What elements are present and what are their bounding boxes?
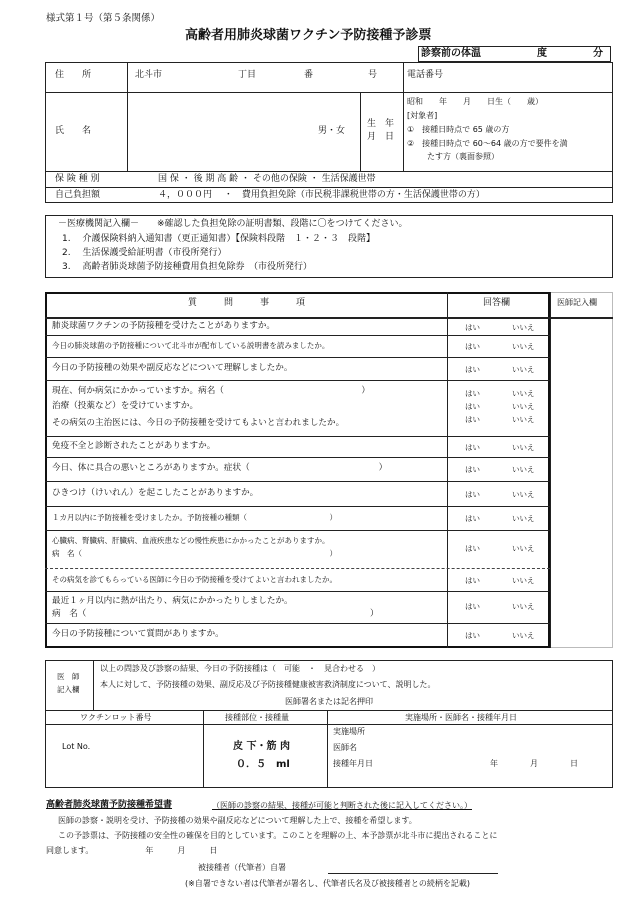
answer-yes-8[interactable]: はい <box>465 514 480 523</box>
sex-select[interactable]: 男・女 <box>318 126 346 136</box>
doctor-explanation: 本人に対して、予防接種の効果、副反応及び予防接種健康被害救済制度について、説明した。 <box>100 680 436 689</box>
question-header: 質 問 事 項 <box>188 298 306 308</box>
answer-no-2[interactable]: いいえ <box>512 342 535 351</box>
consent-note: （医師の診察の結果、接種が可能と判断された後に記入してください。） <box>212 801 472 810</box>
answer-yes-11[interactable]: はい <box>465 602 480 611</box>
question-4c: その病気の主治医には、今日の予防接種を受けてもよいと言われましたか。 <box>52 418 345 428</box>
address-chome: 丁目 <box>238 70 257 80</box>
address-go: 号 <box>368 70 378 80</box>
form-number: 様式第１号（第５条関係） <box>46 13 161 24</box>
question-7: ひきつけ（けいれん）を起こしたことがありますか。 <box>52 488 259 498</box>
signer-label: 被接種者（代筆者）自署 <box>198 863 286 872</box>
answer-yes-3[interactable]: はい <box>465 365 480 374</box>
answer-no-10[interactable]: いいえ <box>512 576 535 585</box>
address-field[interactable] <box>130 64 400 90</box>
medical-item-2[interactable]: 2. 生活保護受給証明書（市役所発行） <box>62 248 227 258</box>
vaccination-date-field[interactable]: 年 月 日 <box>490 759 578 768</box>
name-field[interactable] <box>130 95 310 169</box>
consent-date[interactable]: 同意します。 年 月 日 <box>46 846 218 855</box>
question-11a: 最近１ヶ月以内に熱が出たり、病気にかかったりしましたか。 <box>52 596 293 606</box>
answer-no-4a[interactable]: いいえ <box>512 389 535 398</box>
injection-site[interactable]: 皮 下・筋 肉 <box>233 741 290 752</box>
temperature-degree: 度 <box>537 48 547 59</box>
lot-number-field[interactable]: Lot No. <box>62 742 91 751</box>
place-field[interactable]: 実施場所 <box>333 727 365 736</box>
doctor-label-bottom: 記入欄 <box>57 685 80 694</box>
place-column-header: 実施場所・医師名・接種年月日 <box>405 713 517 722</box>
medical-item-1[interactable]: 1. 介護保険料納入通知書（更正通知書）【保険料段階 １・２・３ 段階】 <box>62 234 375 244</box>
temperature-label: 診察前の体温 <box>421 48 481 59</box>
answer-yes-6[interactable]: はい <box>465 465 480 474</box>
answer-no-9[interactable]: いいえ <box>512 544 535 553</box>
signature-footnote: (※自署できない者は代筆者が署名し、代筆者氏名及び被接種者との続柄を記載) <box>185 879 470 888</box>
phone-field[interactable] <box>455 64 610 90</box>
doctor-judgement[interactable]: 以上の問診及び診察の結果、今日の予防接種は（ 可能 ・ 見合わせる ） <box>100 664 380 673</box>
answer-no-1[interactable]: いいえ <box>512 323 535 332</box>
question-2: 今日の肺炎球菌の予防接種について北斗市が配布している説明書を読みましたか。 <box>52 341 330 350</box>
page-title: 高齢者用肺炎球菌ワクチン予防接種予診票 <box>185 28 432 43</box>
address-label: 住 所 <box>55 70 92 80</box>
birth-label-top: 生 年 <box>367 119 395 129</box>
fee-label: 自己負担額 <box>55 190 101 200</box>
answer-no-4b[interactable]: いいえ <box>512 402 535 411</box>
site-column-header: 接種部位・接種量 <box>225 713 289 722</box>
question-3: 今日の予防接種の効果や副反応などについて理解しましたか。 <box>52 363 293 373</box>
answer-yes-4c[interactable]: はい <box>465 415 480 424</box>
birth-label-bottom: 月 日 <box>367 132 395 142</box>
injection-dose: ０．５ ml <box>236 759 290 770</box>
question-12: 今日の予防接種について質問がありますか。 <box>52 629 224 639</box>
answer-no-11[interactable]: いいえ <box>512 602 535 611</box>
vaccination-date-label: 接種年月日 <box>333 759 373 768</box>
question-1: 肺炎球菌ワクチンの予防接種を受けたことがありますか。 <box>52 321 276 331</box>
answer-no-6[interactable]: いいえ <box>512 465 535 474</box>
question-5: 免疫不全と診断されたことがありますか。 <box>52 441 216 451</box>
doctor-column-header: 医師記入欄 <box>557 298 597 307</box>
answer-no-7[interactable]: いいえ <box>512 490 535 499</box>
insurance-options[interactable]: 国 保 ・ 後 期 高 齢 ・ その他の保険 ・ 生活保護世帯 <box>158 174 376 184</box>
question-11b: 病 名（ ） <box>52 609 379 619</box>
temperature-minute: 分 <box>593 48 603 59</box>
question-10: その病気を診てもらっている医師に今日の予防接種を受けてよいと言われましたか。 <box>52 575 337 584</box>
doctor-label-top: 医 師 <box>57 672 80 681</box>
medical-heading: －医療機関記入欄－ ※確認した負担免除の証明書類、段階に〇をつけてください。 <box>58 219 408 229</box>
answer-yes-4a[interactable]: はい <box>465 389 480 398</box>
address-banchi: 番 <box>304 70 314 80</box>
doctor-signature-label: 医師署名または記名押印 <box>285 697 373 706</box>
answer-header: 回答欄 <box>483 298 511 308</box>
answer-no-5[interactable]: いいえ <box>512 443 535 452</box>
question-9b: 病 名（ ） <box>52 549 337 558</box>
phone-label: 電話番号 <box>407 70 444 80</box>
name-label: 氏 名 <box>55 126 92 136</box>
answer-yes-9[interactable]: はい <box>465 544 480 553</box>
answer-yes-7[interactable]: はい <box>465 490 480 499</box>
fee-options[interactable]: ４，０００円 ・ 費用負担免除（市民税非課税世帯の方・生活保護世帯の方） <box>158 190 485 200</box>
medical-item-3[interactable]: 3. 高齢者肺炎球菌予防接種費用負担免除券 （市役所発行） <box>62 262 312 272</box>
question-9a: 心臓病、腎臓病、肝臓病、血液疾患などの慢性疾患にかかったことがありますか。 <box>52 536 330 545</box>
target-option-2[interactable]: ② 接種日時点で 60～64 歳の方で要件を満 <box>407 139 568 148</box>
address-city: 北斗市 <box>135 70 163 80</box>
target-label: [対象者] <box>407 111 438 120</box>
answer-no-3[interactable]: いいえ <box>512 365 535 374</box>
question-6: 今日、体に具合の悪いところがありますか。症状（ ） <box>52 463 388 473</box>
consent-line-1: 医師の診察・説明を受け、予防接種の効果や副反応などについて理解した上で、接種を希望します。 <box>58 816 417 825</box>
answer-yes-1[interactable]: はい <box>465 323 480 332</box>
answer-yes-4b[interactable]: はい <box>465 402 480 411</box>
question-4b: 治療（投薬など）を受けていますか。 <box>52 401 199 411</box>
answer-no-4c[interactable]: いいえ <box>512 415 535 424</box>
birth-date-field[interactable]: 昭和 年 月 日生（ 歳） <box>407 97 543 106</box>
signature-line[interactable] <box>328 873 498 874</box>
answer-no-8[interactable]: いいえ <box>512 514 535 523</box>
target-option-1[interactable]: ① 接種日時点で 65 歳の方 <box>407 125 510 134</box>
question-8: １カ月以内に予防接種を受けましたか。予防接種の種類（ ） <box>52 513 337 522</box>
question-4a: 現在、何か病気にかかっていますか。病名（ ） <box>52 386 370 396</box>
consent-line-2: この予診票は、予防接種の安全性の確保を目的としています。このことを理解の上、本予診票が北斗市に提出されることに <box>58 831 498 840</box>
consent-title: 高齢者肺炎球菌予防接種希望書 <box>46 800 173 810</box>
answer-yes-12[interactable]: はい <box>465 631 480 640</box>
answer-yes-10[interactable]: はい <box>465 576 480 585</box>
answer-yes-2[interactable]: はい <box>465 342 480 351</box>
answer-no-12[interactable]: いいえ <box>512 631 535 640</box>
insurance-label: 保 険 種 別 <box>55 174 100 184</box>
lot-column-header: ワクチンロット番号 <box>80 713 152 722</box>
answer-yes-5[interactable]: はい <box>465 443 480 452</box>
target-option-2-cont: たす方（裏面参照） <box>427 152 499 161</box>
doctor-name-field[interactable]: 医師名 <box>333 743 357 752</box>
